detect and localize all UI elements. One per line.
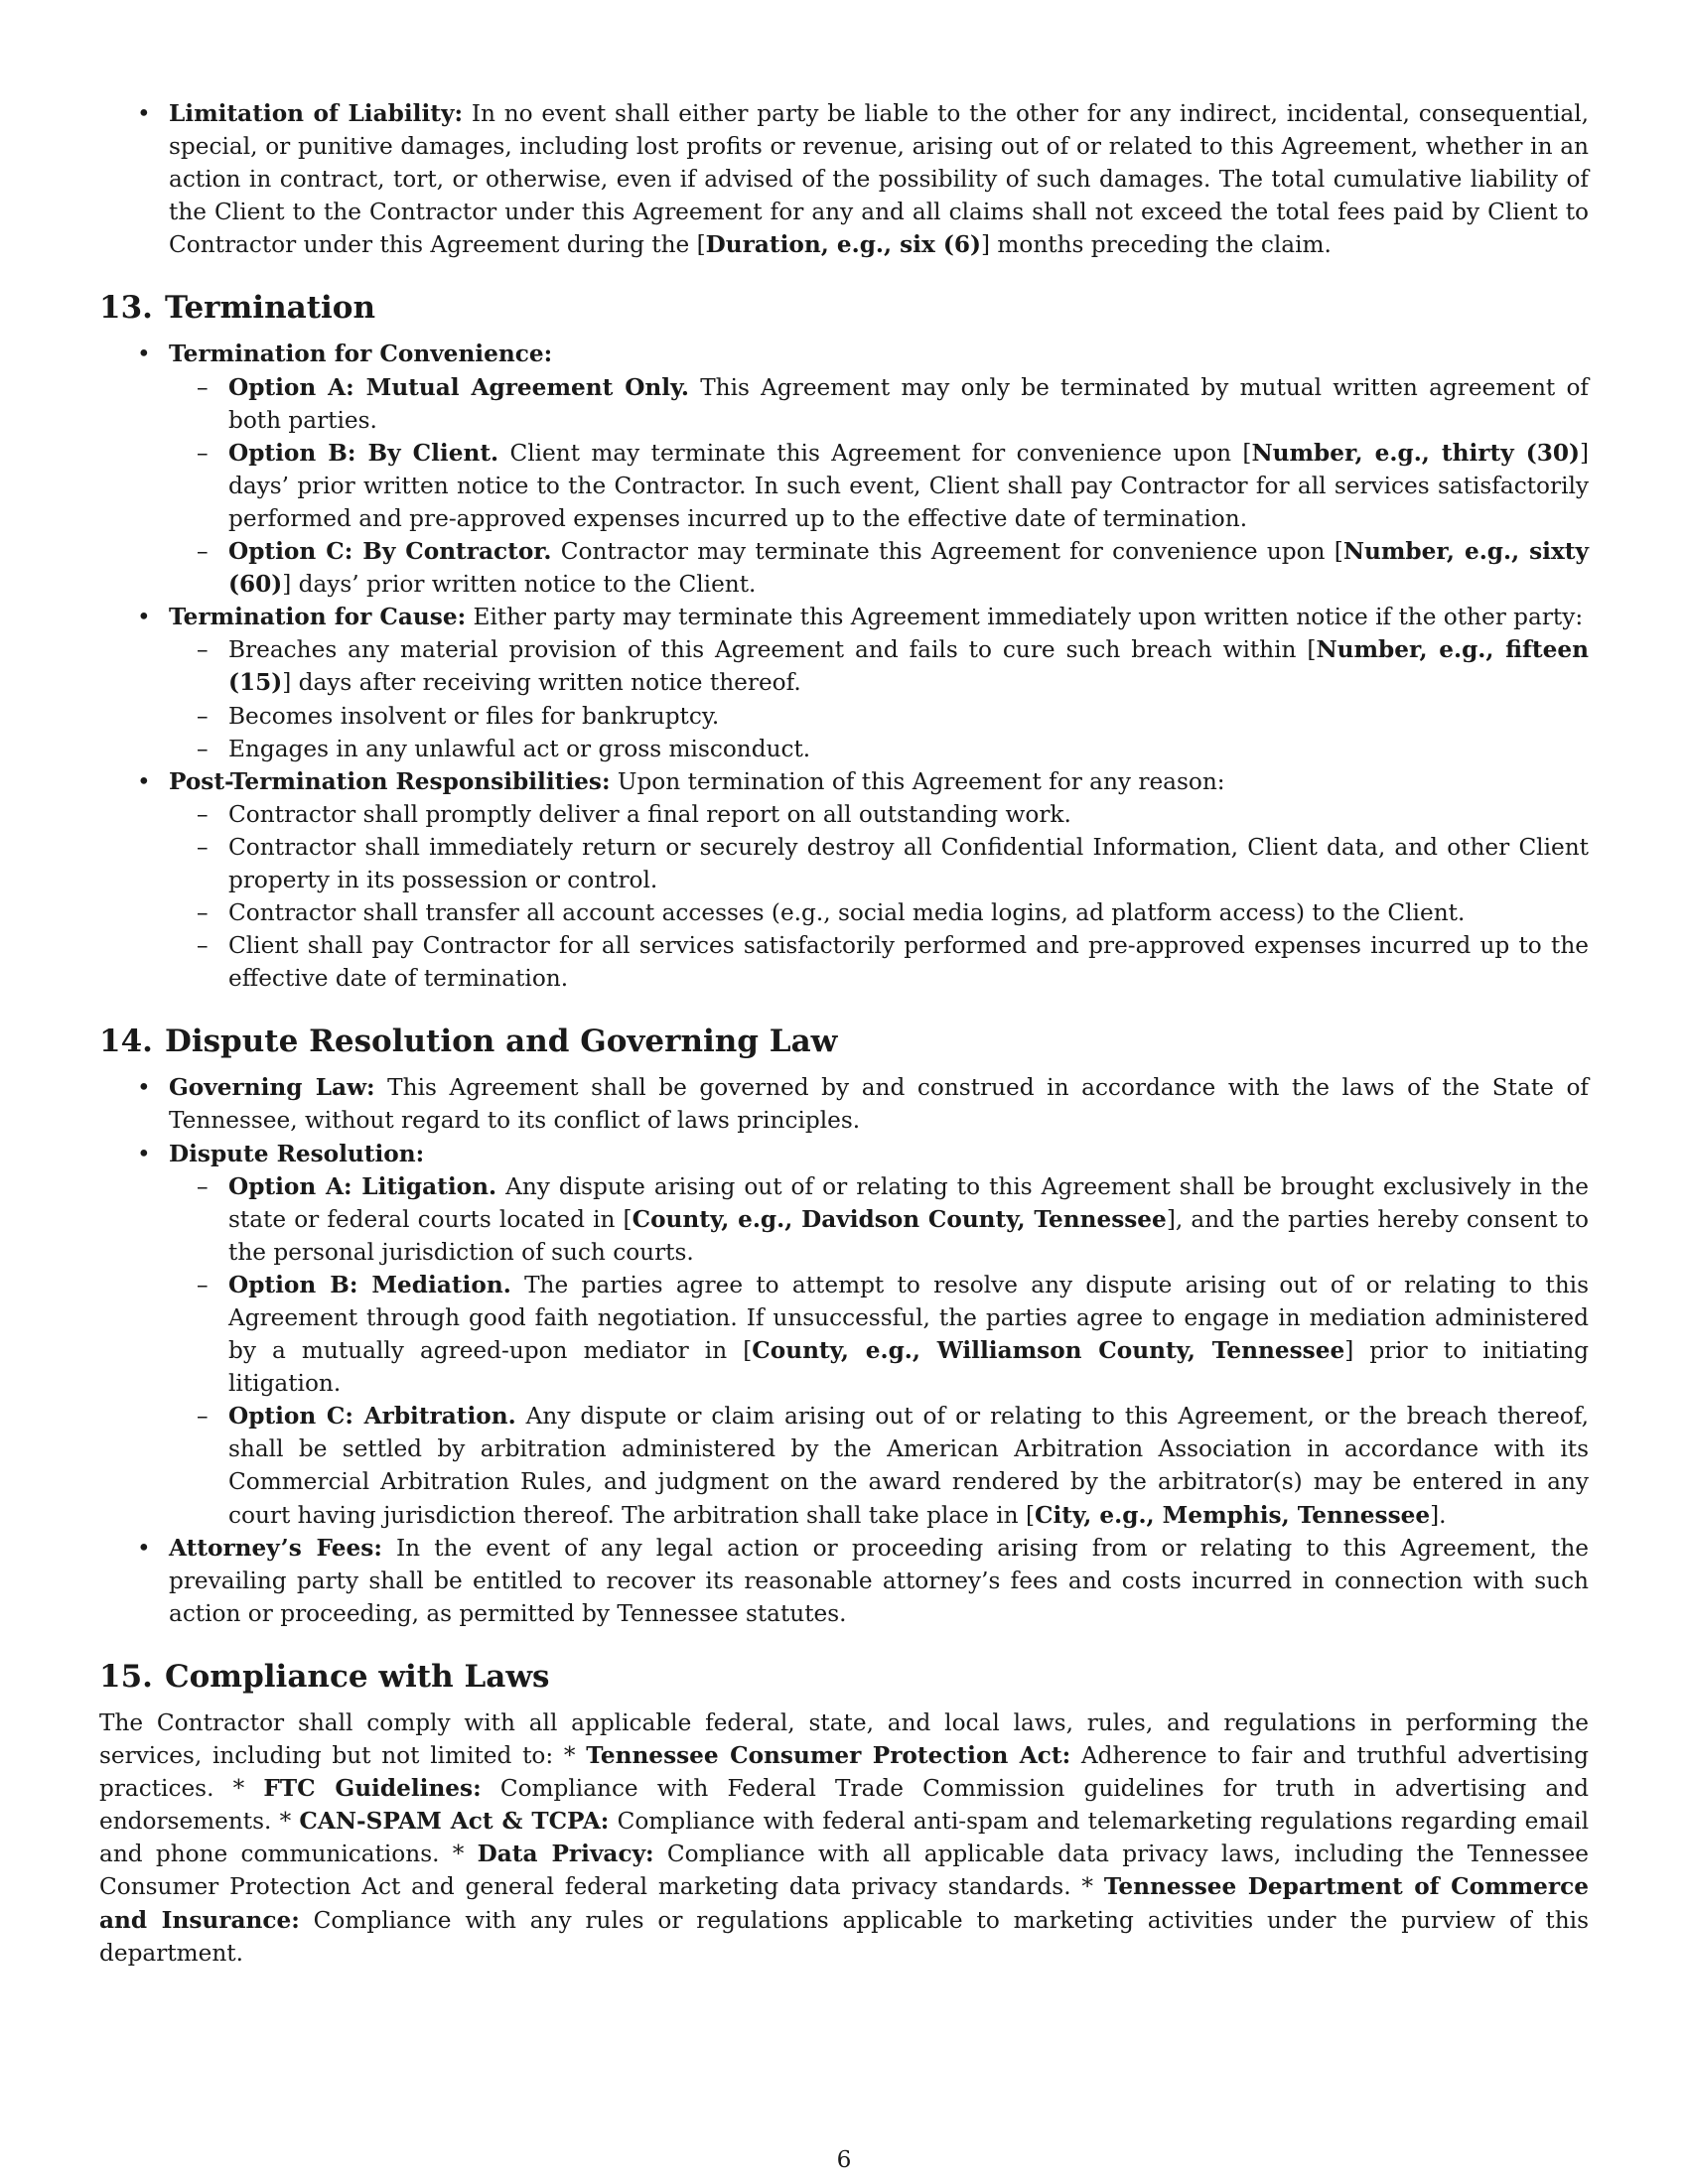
section-13-heading: [99, 288, 1589, 328]
post-subitem: – Client shall pay Contractor for all services satisfactorily performed and pre-approved expenses incurred up to the effective date of termination.: [169, 929, 1589, 995]
canspam-text: Compliance with federal anti-spam and telemarketing regulations regarding email and phone communications. *: [99, 1808, 1589, 1868]
option-placeholder: County, e.g., Davidson County, Tennessee: [632, 1205, 1167, 1233]
convenience-option-a: [169, 371, 1589, 437]
dispute-option-c: [169, 1400, 1589, 1531]
option-label: Option B: By Client.: [228, 439, 499, 467]
dispute-option-a: [169, 1170, 1589, 1269]
liability-label: Limitation of Liability:: [169, 100, 464, 127]
compliance-paragraph: [99, 1706, 1589, 1970]
section-15-heading: [99, 1657, 1589, 1697]
option-text-end: ] days’ prior written notice to the Client.: [282, 571, 757, 599]
convenience-option-c: [169, 535, 1589, 601]
option-placeholder: Number, e.g., thirty (30): [1251, 439, 1580, 467]
tcpa-label: Tennessee Consumer Protection Act:: [586, 1742, 1071, 1770]
cause-subitems: [169, 633, 1589, 764]
dispute-option-b: [169, 1269, 1589, 1400]
liability-text: In no event shall either party be liable to the other for any indirect, incidental, consequential, special, or punitive damages, including lost profits or revenue, arising out of or related to this Agreement, whether in an action in contract, tort, or otherwise, even if advised of the possibility of such damages. The total cumulative liability of the Client to the Contractor under this Agreement for any and all claims shall not exceed the total fees paid by Client to Contractor under this Agreement during the [: [169, 100, 1590, 259]
section-title: Dispute Resolution and Governing Law: [164, 1024, 838, 1060]
attorneys-fees-label: Attorney’s Fees:: [169, 1534, 382, 1562]
privacy-label: Data Privacy:: [477, 1841, 654, 1868]
governing-law-text: This Agreement shall be governed by and construed in accordance with the laws of the State of Tennessee, without regard to its conflict of laws principles.: [169, 1074, 1589, 1135]
section-12-list: [99, 97, 1589, 261]
cause-subitem-insolvent: – Becomes insolvent or files for bankruptcy.: [169, 700, 1589, 733]
option-placeholder: City, e.g., Memphis, Tennessee: [1035, 1501, 1431, 1529]
liability-placeholder: Duration, e.g., six (6): [705, 231, 981, 259]
post-subitem: – Contractor shall promptly deliver a final report on all outstanding work.: [169, 798, 1589, 831]
ftc-text: Compliance with Federal Trade Commission guidelines for truth in advertising and endorsements. *: [99, 1775, 1589, 1836]
post-subitem: – Contractor shall transfer all account accesses (e.g., social media logins, ad platform access) to the Client.: [169, 896, 1589, 929]
convenience-option-b: [169, 437, 1589, 535]
dispute-resolution-label: Dispute Resolution:: [169, 1140, 425, 1167]
subitem-text-end: ] days after receiving written notice thereof.: [282, 669, 801, 697]
document-page: [99, 97, 1589, 1970]
section-number: 14.: [99, 1024, 153, 1060]
dispute-resolution-item: [99, 1138, 1589, 1532]
option-text-end: ] days’ prior written notice to the Contractor. In such event, Client shall pay Contractor for all services satisfactorily performed and pre-approved expenses incurred up to the effective date of termination.: [228, 439, 1590, 532]
option-text-end: ], and the parties hereby consent to the personal jurisdiction of such courts.: [228, 1205, 1589, 1266]
section-13-list: [99, 338, 1589, 995]
governing-law-item: [99, 1071, 1589, 1137]
section-number: 13.: [99, 290, 153, 327]
ftc-label: FTC Guidelines:: [263, 1775, 482, 1803]
page-number: 6: [836, 2146, 852, 2173]
option-text: The parties agree to attempt to resolve any dispute arising out of or relating to this Agreement through good faith negotiation. If unsuccessful, the parties agree to engage in mediation administered by a mutually agreed-upon mediator in [: [228, 1271, 1589, 1365]
governing-law-label: Governing Law:: [169, 1074, 375, 1102]
cause-text: Either party may terminate this Agreement immediately upon written notice if the other party:: [466, 604, 1584, 631]
cause-item: [99, 601, 1589, 764]
section-14-heading: [99, 1022, 1589, 1061]
section-title: Compliance with Laws: [164, 1658, 550, 1695]
attorneys-fees-text: In the event of any legal action or proceeding arising from or relating to this Agreement, the prevailing party shall be entitled to recover its reasonable attorney’s fees and costs incurred in connection with such action or proceeding, as permitted by Tennessee statutes.: [169, 1534, 1589, 1627]
convenience-item: [99, 338, 1589, 601]
privacy-text: Compliance with all applicable data privacy laws, including the Tennessee Consumer Protection Act and general federal marketing data privacy standards. *: [99, 1841, 1590, 1901]
tdci-label: Tennessee Department of Commerce and Insurance:: [99, 1873, 1589, 1934]
post-termination-text: Upon termination of this Agreement for any reason:: [610, 767, 1225, 795]
option-text: Any dispute or claim arising out of or relating to this Agreement, or the breach thereof, shall be settled by arbitration administered by the American Arbitration Association in accordance with its Commercial Arbitration Rules, and judgment on the award rendered by the arbitrator(s) may be entered in any court having jurisdiction thereof. The arbitration shall take place in [: [228, 1403, 1589, 1529]
option-text-end: ].: [1430, 1501, 1447, 1529]
section-number: 15.: [99, 1658, 153, 1695]
option-text: Any dispute arising out of or relating to this Agreement shall be brought exclusively in the state or federal courts located in [: [228, 1172, 1589, 1233]
liability-text-end: ] months preceding the claim.: [980, 231, 1332, 259]
dispute-options: [169, 1170, 1589, 1532]
option-text-end: ] prior to initiating litigation.: [228, 1337, 1589, 1398]
post-termination-subitems: [169, 798, 1589, 996]
tcpa-text: Adherence to fair and truthful advertising practices. *: [99, 1742, 1590, 1803]
cause-label: Termination for Cause:: [169, 604, 467, 631]
section-title: Termination: [164, 290, 376, 327]
post-termination-label: Post-Termination Responsibilities:: [169, 767, 611, 795]
section-14-list: [99, 1071, 1589, 1630]
subitem-text: Breaches any material provision of this Agreement and fails to cure such breach within [: [228, 636, 1317, 664]
option-label: Option C: By Contractor.: [228, 538, 552, 566]
post-termination-item: [99, 765, 1589, 996]
cause-subitem-breach: [169, 633, 1589, 699]
option-text: Client may terminate this Agreement for convenience upon [: [498, 439, 1252, 467]
option-placeholder: County, e.g., Williamson County, Tennessee: [752, 1337, 1345, 1365]
option-text: This Agreement may only be terminated by mutual written agreement of both parties.: [228, 373, 1590, 434]
option-label: Option A: Litigation.: [228, 1172, 497, 1200]
cause-subitem-unlawful: – Engages in any unlawful act or gross misconduct.: [169, 733, 1589, 765]
convenience-label: Termination for Convenience:: [169, 341, 553, 368]
canspam-label: CAN-SPAM Act & TCPA:: [299, 1808, 610, 1836]
option-placeholder: Number, e.g., sixty (60): [228, 538, 1589, 599]
option-label: Option B: Mediation.: [228, 1271, 511, 1298]
convenience-options: [169, 371, 1589, 602]
option-label: Option C: Arbitration.: [228, 1403, 516, 1431]
post-subitem: – Contractor shall immediately return or securely destroy all Confidential Information, Client data, and other Client property in its possession or control.: [169, 831, 1589, 896]
subitem-placeholder: Number, e.g., fifteen (15): [228, 636, 1589, 697]
attorneys-fees-item: [99, 1532, 1589, 1630]
liability-item: [99, 97, 1589, 261]
option-label: Option A: Mutual Agreement Only.: [228, 373, 689, 401]
option-text: Contractor may terminate this Agreement for convenience upon [: [551, 538, 1343, 566]
compliance-intro: The Contractor shall comply with all applicable federal, state, and local laws, rules, and regulations in performing the services, including but not limited to: *: [99, 1708, 1589, 1770]
tdci-text: Compliance with any rules or regulations applicable to marketing activities under the purview of this department.: [99, 1906, 1589, 1967]
